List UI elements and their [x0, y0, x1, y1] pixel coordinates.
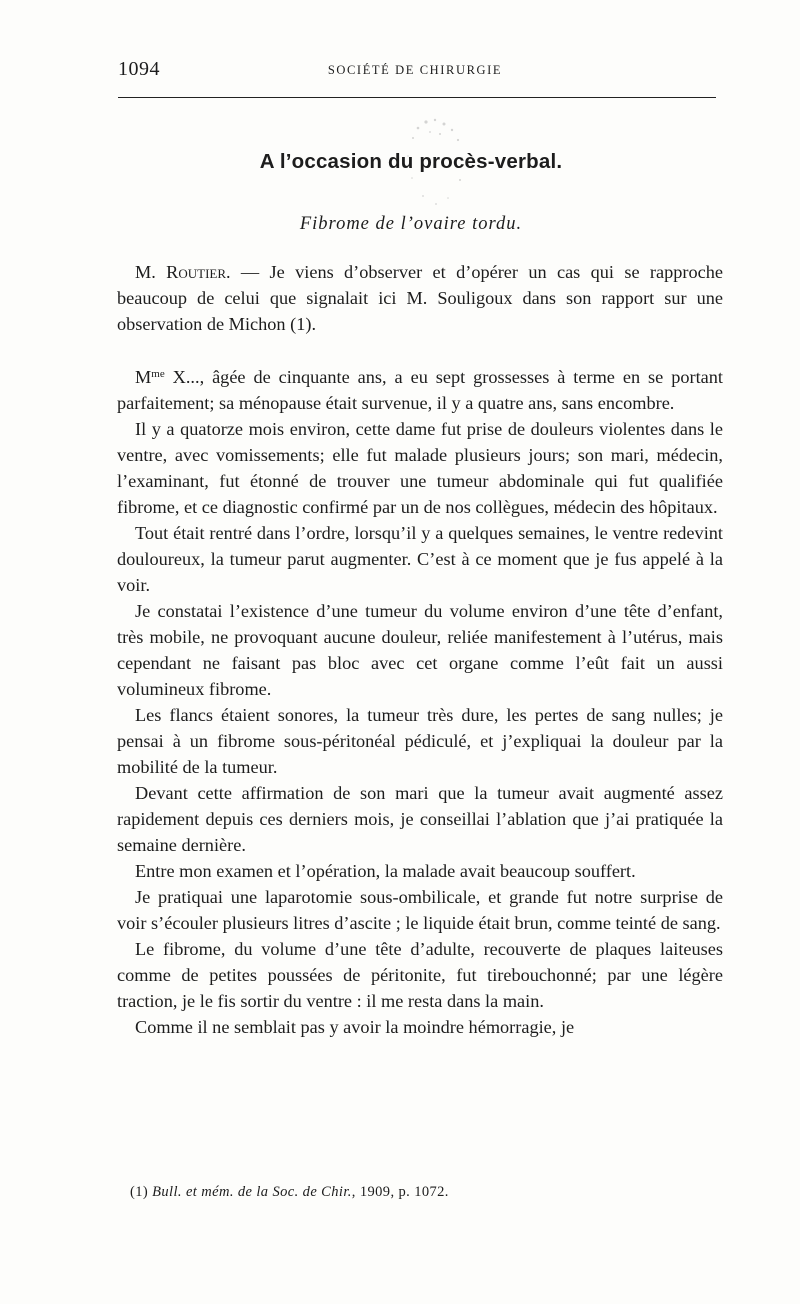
case-first-text: X..., âgée de cinquante ans, a eu sept grossesses à terme en se portant parfaitement; sa ménopause était survenue, il y a quatre ans, sans encombre. [117, 367, 723, 413]
case-paragraph: Il y a quatorze mois environ, cette dame fut prise de douleurs violentes dans le ventre, avec vomissements; elle fut malade plusieurs jours; son mari, médecin, l’examinant, fut étonné de trouver une tumeur abdominale qui fut qualifiée fibrome, et ce diagnostic confirmé par un de nos collègues, médecin des hôpitaux. [117, 419, 723, 517]
section-title: A l’occasion du procès-verbal. [259, 150, 563, 173]
intro-paragraph [117, 259, 723, 337]
footnote [130, 1184, 449, 1201]
case-paragraph: Je constatai l’existence d’une tumeur du volume environ d’une tête d’enfant, très mobile, ne provoquant aucune douleur, reliée manifestement à l’utérus, mais cependant ne faisant pas bloc avec cet organe comme l’eût fait un aussi volumineux fibrome. [117, 601, 723, 699]
footnote-journal: Bull. et mém. de la Soc. de Chir. [152, 1184, 352, 1200]
speaker-name: M. Routier. [135, 262, 231, 282]
case-first-paragraph [117, 364, 723, 416]
case-paragraph: Les flancs étaient sonores, la tumeur très dure, les pertes de sang nulles; je pensai à un fibrome sous-péritonéal pédiculé, et j’expliquai la douleur par la mobilité de la tumeur. [117, 705, 723, 777]
case-paragraph: Devant cette affirmation de son mari que la tumeur avait augmenté assez rapidement depuis ces derniers mois, je conseillai l’ablation que j’ai pratiquée la semaine dernière. [117, 783, 723, 855]
case-paragraph: Le fibrome, du volume d’une tête d’adulte, recouverte de plaques laiteuses comme de petites poussées de péritonite, fut tirebouchonné; par une légère traction, je le fis sortir du ventre : il me resta dans la main. [117, 939, 723, 1011]
case-paragraph: Je pratiquai une laparotomie sous-ombilicale, et grande fut notre surprise de voir s’écouler plusieurs litres d’ascite ; le liquide était brun, comme teinté de sang. [117, 887, 723, 933]
case-paragraph: Tout était rentré dans l’ordre, lorsqu’il y a quelques semaines, le ventre redevint douloureux, la tumeur parut augmenter. C’est à ce moment que je fus appelé à la voir. [117, 523, 723, 595]
patient-title: M [135, 367, 152, 387]
patient-title-superscript: me [151, 368, 165, 380]
case-paragraph: Entre mon examen et l’opération, la malade avait beaucoup souffert. [135, 861, 636, 881]
footnote-reference: , 1909, p. 1072. [351, 1184, 449, 1200]
intro-text: — Je viens d’observer et d’opérer un cas qui se rapproche beaucoup de celui que signalait ici M. Souligoux dans son rapport sur une observation de Michon (1). [117, 262, 723, 334]
section-subtitle: Fibrome de l’ovaire tordu. [299, 214, 523, 234]
case-block [117, 364, 723, 1040]
footnote-marker: (1) [130, 1184, 149, 1200]
running-head: SOCIÉTÉ DE CHIRURGIE [327, 63, 503, 77]
intro-block [117, 259, 723, 337]
case-paragraph: Comme il ne semblait pas y avoir la moindre hémorragie, je [135, 1017, 575, 1037]
page-number: 1094 [118, 58, 160, 80]
header-rule [118, 97, 716, 98]
